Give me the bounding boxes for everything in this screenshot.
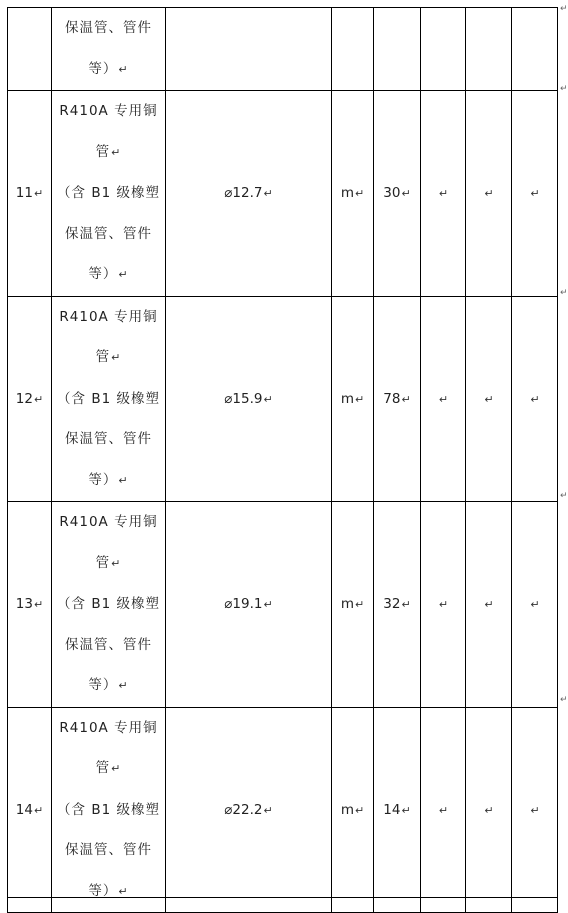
table-body <box>8 8 558 913</box>
name-line: 管 <box>95 349 111 365</box>
name-line: 管 <box>95 143 111 160</box>
paragraph-mark-icon: ↵ <box>354 598 365 612</box>
name-line: 等） <box>88 60 118 77</box>
cell-no <box>8 8 52 91</box>
paragraph-mark-icon: ↵ <box>401 598 411 612</box>
table-bottom-border <box>7 897 557 898</box>
name-line: 等） <box>88 471 118 488</box>
cell-qty-text: 78 <box>383 390 401 407</box>
name-line: 管 <box>95 554 111 571</box>
row-end-mark-icon: ↵ <box>560 84 568 94</box>
cell-unit-text: m <box>340 801 354 818</box>
paragraph-mark-icon: ↵ <box>118 473 129 487</box>
cell-no <box>8 502 52 708</box>
paragraph-mark-icon: ↵ <box>530 598 540 612</box>
row-end-mark-icon: ↵ <box>560 491 568 501</box>
row-end-mark-icon: ↵ <box>560 4 568 14</box>
cell-name <box>52 296 166 502</box>
paragraph-mark-icon: ↵ <box>111 145 122 159</box>
paragraph-mark-icon: ↵ <box>530 803 540 817</box>
paragraph-mark-icon: ↵ <box>118 884 129 898</box>
paragraph-mark-icon: ↵ <box>484 803 494 817</box>
cell-qty-text: 14 <box>383 801 401 818</box>
paragraph-mark-icon: ↵ <box>484 392 494 406</box>
cell-name <box>52 91 166 297</box>
cell-empty <box>512 91 558 297</box>
cell-spec-text: ⌀22.2 <box>224 801 263 818</box>
cell-empty <box>466 8 512 91</box>
cell-empty <box>421 91 466 297</box>
name-line: R410A 专用铜 <box>59 719 158 736</box>
paragraph-mark-icon: ↵ <box>33 803 44 817</box>
paragraph-mark-icon: ↵ <box>118 679 129 692</box>
name-line: 保温管、管件 <box>65 225 152 242</box>
paragraph-mark-icon: ↵ <box>401 803 411 817</box>
paragraph-mark-icon: ↵ <box>118 62 129 76</box>
cell-no <box>8 707 52 913</box>
cell-no <box>8 91 52 297</box>
name-line: 保温管、管件 <box>65 431 152 447</box>
cell-spec <box>166 8 332 91</box>
name-line: 管 <box>95 760 111 776</box>
paragraph-mark-icon: ↵ <box>354 187 365 201</box>
cell-empty <box>421 502 466 708</box>
table-row <box>8 502 558 708</box>
cell-unit-text: m <box>340 596 354 613</box>
paragraph-mark-icon: ↵ <box>438 803 449 817</box>
cell-empty <box>421 296 466 502</box>
cell-spec <box>166 91 332 297</box>
paragraph-mark-icon: ↵ <box>438 187 449 201</box>
cell-empty <box>466 91 512 297</box>
paragraph-mark-icon: ↵ <box>118 268 129 281</box>
name-line: 等） <box>88 882 118 899</box>
paragraph-mark-icon: ↵ <box>354 803 365 817</box>
cell-qty-text: 32 <box>383 596 401 613</box>
paragraph-mark-icon: ↵ <box>530 187 540 201</box>
cell-unit-text: m <box>340 185 354 202</box>
cell-qty <box>374 707 421 913</box>
name-line: R410A 专用铜 <box>59 103 158 119</box>
cell-empty <box>421 707 466 913</box>
cell-spec <box>166 502 332 708</box>
cell-unit <box>332 707 374 913</box>
cell-unit <box>332 502 374 708</box>
cell-spec-text: ⌀15.9 <box>224 390 263 407</box>
cell-unit <box>332 296 374 502</box>
cell-empty <box>466 296 512 502</box>
cell-unit <box>332 8 374 91</box>
paragraph-mark-icon: ↵ <box>111 351 122 364</box>
paragraph-mark-icon: ↵ <box>263 598 273 612</box>
paragraph-mark-icon: ↵ <box>438 598 449 612</box>
cell-empty <box>421 8 466 91</box>
paragraph-mark-icon: ↵ <box>263 187 273 201</box>
name-line: （含 B1 级橡塑 <box>57 801 160 818</box>
paragraph-mark-icon: ↵ <box>263 803 273 817</box>
cell-no-text: 14 <box>15 801 33 818</box>
row-end-mark-icon: ↵ <box>560 695 568 705</box>
paragraph-mark-icon: ↵ <box>33 187 44 201</box>
name-line: （含 B1 级橡塑 <box>57 185 160 201</box>
paragraph-mark-icon: ↵ <box>111 762 122 775</box>
paragraph-mark-icon: ↵ <box>354 392 365 406</box>
name-line: 等） <box>88 266 118 282</box>
cell-empty <box>512 707 558 913</box>
paragraph-mark-icon: ↵ <box>530 392 540 406</box>
paragraph-mark-icon: ↵ <box>401 392 411 406</box>
table-row <box>8 296 558 502</box>
cell-qty <box>374 296 421 502</box>
cell-empty <box>466 707 512 913</box>
name-line: 保温管、管件 <box>65 636 152 653</box>
paragraph-mark-icon: ↵ <box>484 598 494 612</box>
table-row <box>8 91 558 297</box>
name-line: （含 B1 级橡塑 <box>57 596 160 612</box>
cell-empty <box>512 296 558 502</box>
cell-no-text: 12 <box>15 390 33 407</box>
cell-name <box>52 707 166 913</box>
name-line: （含 B1 级橡塑 <box>57 390 160 407</box>
table-row-continued <box>8 8 558 91</box>
cell-qty-text: 30 <box>383 185 401 202</box>
cell-spec <box>166 296 332 502</box>
cell-empty <box>512 8 558 91</box>
row-end-mark-icon: ↵ <box>560 288 568 298</box>
cell-no-text: 11 <box>15 185 33 202</box>
cell-qty <box>374 502 421 708</box>
name-line: 保温管、管件 <box>65 842 152 858</box>
name-line: R410A 专用铜 <box>59 514 158 530</box>
cell-no <box>8 296 52 502</box>
name-line: 等） <box>88 677 118 693</box>
paragraph-mark-icon: ↵ <box>401 187 411 201</box>
cell-unit <box>332 91 374 297</box>
cell-empty <box>466 502 512 708</box>
paragraph-mark-icon: ↵ <box>438 392 449 406</box>
paragraph-mark-icon: ↵ <box>111 556 122 570</box>
table-row <box>8 707 558 913</box>
paragraph-mark-icon: ↵ <box>484 187 494 201</box>
cell-qty <box>374 8 421 91</box>
cell-spec-text: ⌀12.7 <box>224 185 263 202</box>
cell-unit-text: m <box>340 390 354 407</box>
cell-empty <box>512 502 558 708</box>
cell-name <box>52 502 166 708</box>
cell-spec-text: ⌀19.1 <box>224 596 263 613</box>
paragraph-mark-icon: ↵ <box>33 598 44 612</box>
cell-spec <box>166 707 332 913</box>
cell-name <box>52 8 166 91</box>
materials-table <box>7 7 558 913</box>
cell-qty <box>374 91 421 297</box>
name-line: R410A 专用铜 <box>59 308 158 325</box>
paragraph-mark-icon: ↵ <box>33 392 44 406</box>
paragraph-mark-icon: ↵ <box>263 392 273 406</box>
cell-no-text: 13 <box>15 596 33 613</box>
name-line: 保温管、管件 <box>65 20 152 36</box>
